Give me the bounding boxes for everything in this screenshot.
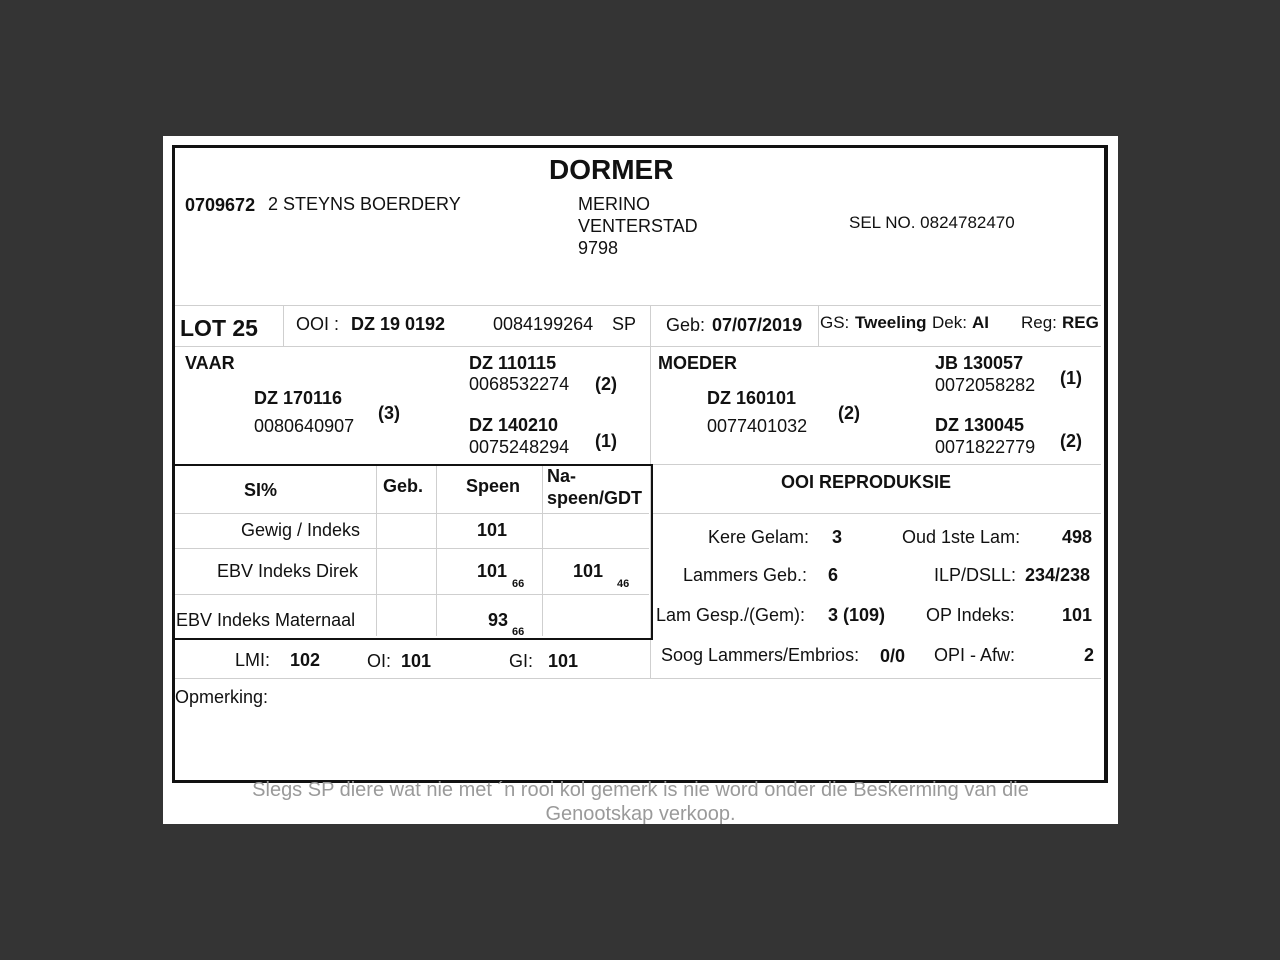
dam-sire-number: 0072058282 [935,375,1036,395]
direk-naspeen-accuracy: 46 [617,578,630,590]
remark-label: Opmerking: [175,687,269,707]
si-row-divider-3 [175,594,649,595]
sire-dam-grade: (1) [595,431,617,451]
address-line-1: MERINO [578,194,650,214]
gi-label: GI: [509,651,534,671]
breeder-name: 2 STEYNS BOERDERY [268,194,461,214]
lot-number: LOT 25 [180,315,258,341]
birth-label: Geb: [666,315,706,335]
ooi-label: OOI : [296,314,340,334]
sire-sire-number: 0068532274 [469,374,570,394]
si-col-divider-2 [436,466,437,636]
lmi-label: LMI: [235,650,271,670]
direk-naspeen-value: 101 [573,561,604,581]
divider-index-bottom [175,678,650,679]
si-row-divider-1 [175,513,649,514]
address-line-3: 9798 [578,238,619,258]
sire-number: 0080640907 [254,416,355,436]
sel-number: SEL NO. 0824782470 [849,213,1015,232]
dek-value: AI [972,313,989,332]
sire-grade: (3) [378,403,400,423]
dam-sire-code: JB 130057 [935,353,1024,373]
sire-sire-grade: (2) [595,374,617,394]
kere-value: 3 [832,527,843,547]
si-header: SI% [244,480,278,500]
row-label-gewig: Gewig / Indeks [241,520,361,540]
divider-repro-title [650,513,1101,514]
oi-label: OI: [367,651,392,671]
reg-value: REG [1062,313,1099,332]
dam-label: MOEDER [658,353,738,373]
gi-value: 101 [548,651,579,671]
op-label: OP Indeks: [926,605,1015,625]
breed-title: DORMER [549,154,674,185]
si-row-divider-2 [175,548,649,549]
oud-label: Oud 1ste Lam: [902,527,1021,547]
maternaal-speen-accuracy: 66 [512,626,525,638]
ilp-value: 234/238 [1025,565,1091,585]
op-value: 101 [1062,605,1093,625]
lammers-label: Lammers Geb.: [683,565,808,585]
reg-label: Reg: [1021,313,1057,332]
sp-code: SP [612,314,637,334]
speen-header: Speen [466,476,521,496]
oud-value: 498 [1062,527,1093,547]
direk-speen-value: 101 [477,561,508,581]
divider-repro-bottom [650,678,1101,679]
soog-label: Soog Lammers/Embrios: [661,645,860,665]
dam-grade: (2) [838,403,860,423]
maternaal-speen-value: 93 [488,610,509,630]
sire-dam-number: 0075248294 [469,437,570,457]
gs-value: Tweeling [855,313,927,332]
sire-sire-code: DZ 110115 [469,353,557,373]
naspeen-header-line-2: speen/GDT [547,488,643,508]
lammers-value: 6 [828,565,839,585]
sire-label: VAAR [185,353,235,373]
divider-lot-2 [818,305,819,346]
dam-sire-grade: (1) [1060,368,1082,388]
opi-label: OPI - Afw: [934,645,1016,665]
geb-header: Geb. [383,476,424,496]
opi-value: 2 [1084,645,1095,665]
row-label-ebv-direk: EBV Indeks Direk [217,561,359,581]
ooi-value: DZ 19 0192 [351,314,446,334]
soog-value: 0/0 [880,646,906,666]
lam-label: Lam Gesp./(Gem): [656,605,806,625]
dam-number: 0077401032 [707,416,808,436]
divider-lot-bottom [175,346,1101,347]
oi-value: 101 [401,651,432,671]
gs-label: GS: [820,313,850,332]
reproduction-title: OOI REPRODUKSIE [781,472,952,492]
row-label-ebv-maternaal: EBV Indeks Maternaal [176,610,356,630]
ilp-label: ILP/DSLL: [934,565,1017,585]
birth-date: 07/07/2019 [712,315,803,335]
si-col-divider-3 [542,466,543,636]
kere-label: Kere Gelam: [708,527,810,547]
direk-speen-accuracy: 66 [512,578,525,590]
dam-dam-code: DZ 130045 [935,415,1025,435]
registration-number: 0084199264 [493,314,594,334]
dam-code: DZ 160101 [707,388,797,408]
footer-line-2: Genootskap verkoop. [545,803,736,824]
dam-dam-grade: (2) [1060,431,1082,451]
address-line-2: VENTERSTAD [578,216,698,236]
lam-value: 3 (109) [828,605,886,625]
gewig-speen-value: 101 [477,520,508,540]
naspeen-header-line-1: Na- [547,466,577,486]
divider-lot-top [175,305,1101,306]
si-col-divider-1 [376,466,377,636]
dek-label: Dek: [932,313,967,332]
dam-dam-number: 0071822779 [935,437,1036,457]
sire-code: DZ 170116 [254,388,343,408]
divider-lot-1 [283,305,284,346]
lmi-value: 102 [290,650,321,670]
breeder-id: 0709672 [185,195,256,215]
footer-line-1: Slegs SP diere wat nie met ´n rooi kol gemerk is nie word onder die Beskerming van die [252,779,1029,801]
divider-pedigree-bottom [650,464,1101,465]
sire-dam-code: DZ 140210 [469,415,559,435]
